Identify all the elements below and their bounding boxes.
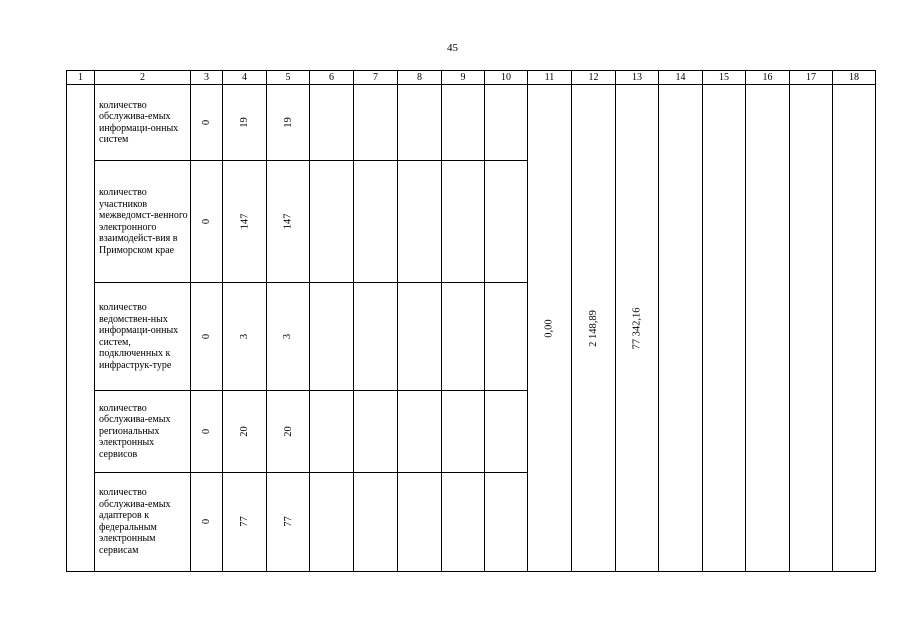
empty-cell bbox=[354, 161, 398, 282]
value-cell-5: 19 bbox=[267, 85, 310, 161]
header-cell: 5 bbox=[267, 71, 310, 85]
empty-cell bbox=[790, 85, 833, 572]
empty-cell bbox=[485, 472, 528, 571]
header-cell: 3 bbox=[191, 71, 223, 85]
empty-cell bbox=[485, 161, 528, 282]
empty-cell bbox=[354, 85, 398, 161]
empty-cell bbox=[746, 85, 790, 572]
empty-cell bbox=[442, 472, 485, 571]
empty-cell bbox=[833, 85, 876, 572]
empty-cell bbox=[354, 391, 398, 472]
empty-cell bbox=[485, 282, 528, 390]
value-cell-4: 3 bbox=[223, 282, 267, 390]
empty-cell bbox=[310, 161, 354, 282]
empty-cell bbox=[703, 85, 746, 572]
empty-cell bbox=[67, 85, 95, 572]
indicator-label: количество участников межведомст-венного электронного взаимодейст-вия в Приморском крае bbox=[95, 161, 191, 282]
header-cell: 7 bbox=[354, 71, 398, 85]
header-row bbox=[67, 71, 876, 85]
header-cell: 13 bbox=[616, 71, 659, 85]
empty-cell bbox=[442, 391, 485, 472]
value-cell-5: 77 bbox=[267, 472, 310, 571]
empty-cell bbox=[398, 391, 442, 472]
merged-cell-11: 0,00 bbox=[528, 85, 572, 572]
empty-cell bbox=[659, 85, 703, 572]
header-cell: 17 bbox=[790, 71, 833, 85]
header-cell: 12 bbox=[572, 71, 616, 85]
header-cell: 8 bbox=[398, 71, 442, 85]
page-number: 45 bbox=[447, 42, 458, 54]
data-table bbox=[66, 70, 876, 572]
empty-cell bbox=[310, 85, 354, 161]
empty-cell bbox=[485, 85, 528, 161]
value-cell-3: 0 bbox=[191, 282, 223, 390]
empty-cell bbox=[310, 472, 354, 571]
value-cell-3: 0 bbox=[191, 472, 223, 571]
header-cell: 9 bbox=[442, 71, 485, 85]
indicator-label: количество обслужива-емых адаптеров к федеральным электронным сервисам bbox=[95, 472, 191, 571]
empty-cell bbox=[442, 85, 485, 161]
empty-cell bbox=[398, 161, 442, 282]
empty-cell bbox=[310, 282, 354, 390]
empty-cell bbox=[485, 391, 528, 472]
indicator-label: количество обслужива-емых информаци-онных систем bbox=[95, 85, 191, 161]
header-cell: 15 bbox=[703, 71, 746, 85]
empty-cell bbox=[310, 391, 354, 472]
merged-cell-13: 77 342,16 bbox=[616, 85, 659, 572]
value-cell-4: 20 bbox=[223, 391, 267, 472]
header-cell: 2 bbox=[95, 71, 191, 85]
value-cell-5: 3 bbox=[267, 282, 310, 390]
empty-cell bbox=[354, 472, 398, 571]
value-cell-3: 0 bbox=[191, 85, 223, 161]
empty-cell bbox=[442, 282, 485, 390]
table-row bbox=[67, 85, 876, 161]
indicator-label: количество обслужива-емых региональных электронных сервисов bbox=[95, 391, 191, 472]
header-cell: 10 bbox=[485, 71, 528, 85]
empty-cell bbox=[398, 282, 442, 390]
header-cell: 14 bbox=[659, 71, 703, 85]
merged-cell-12: 2 148,89 bbox=[572, 85, 616, 572]
header-cell: 11 bbox=[528, 71, 572, 85]
header-cell: 18 bbox=[833, 71, 876, 85]
value-cell-4: 77 bbox=[223, 472, 267, 571]
header-cell: 4 bbox=[223, 71, 267, 85]
value-cell-4: 147 bbox=[223, 161, 267, 282]
value-cell-4: 19 bbox=[223, 85, 267, 161]
header-cell: 16 bbox=[746, 71, 790, 85]
header-cell: 1 bbox=[67, 71, 95, 85]
indicator-label: количество ведомствен-ных информаци-онных систем, подключенных к инфраструк-туре bbox=[95, 282, 191, 390]
value-cell-5: 147 bbox=[267, 161, 310, 282]
header-cell: 6 bbox=[310, 71, 354, 85]
value-cell-3: 0 bbox=[191, 161, 223, 282]
empty-cell bbox=[354, 282, 398, 390]
value-cell-5: 20 bbox=[267, 391, 310, 472]
value-cell-3: 0 bbox=[191, 391, 223, 472]
empty-cell bbox=[398, 85, 442, 161]
empty-cell bbox=[398, 472, 442, 571]
empty-cell bbox=[442, 161, 485, 282]
